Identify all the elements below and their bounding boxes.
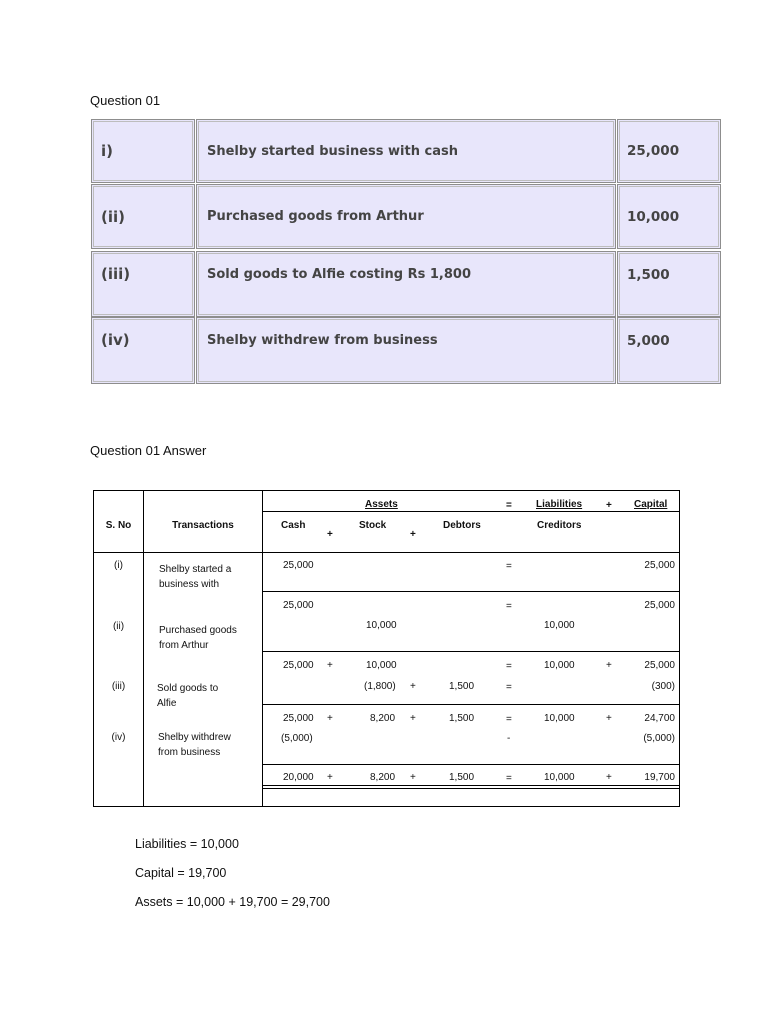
header-divider [262, 511, 679, 512]
plus-sign: + [410, 713, 416, 724]
creditors-value: 10,000 [544, 660, 575, 671]
cash-value: 25,000 [283, 560, 314, 571]
plus-sign: + [410, 772, 416, 783]
cash-value: (5,000) [281, 733, 313, 744]
question-amount: 10,000 [617, 184, 721, 249]
equals-sign: = [506, 601, 512, 612]
question-row [90, 117, 723, 183]
sno-cell: (i) [114, 560, 123, 571]
summary-liabilities: Liabilities = 10,000 [135, 837, 239, 851]
header-assets: Assets [365, 499, 398, 510]
question-number: (iii) [91, 251, 195, 317]
column-divider [143, 491, 144, 806]
header-sno: S. No [105, 520, 132, 531]
header-liabilities: Liabilities [536, 499, 583, 510]
answer-heading: Question 01 Answer [90, 443, 207, 458]
plus-sign: + [606, 772, 612, 783]
question-row [90, 184, 723, 250]
transaction-description: Shelby started a business with [159, 564, 232, 590]
question-text: Shelby started business with cash [196, 119, 616, 183]
question-text: Sold goods to Alfie costing Rs 1,800 [196, 251, 616, 317]
capital-value: 25,000 [644, 560, 675, 571]
question-amount: 25,000 [617, 119, 721, 183]
stock-value: 10,000 [366, 660, 397, 671]
question-number: i) [91, 119, 195, 183]
transaction-description: Purchased goods from Arthur [159, 625, 237, 651]
equals-sign: = [506, 661, 512, 672]
capital-value: 24,700 [644, 713, 675, 724]
total-stock: 8,200 [370, 772, 396, 783]
question-number: (iv) [91, 317, 195, 384]
total-top-line [262, 764, 679, 765]
plus-sign: + [410, 681, 416, 692]
sno-cell: (iv) [111, 732, 126, 743]
row-divider [262, 651, 679, 652]
equals-sign: = [506, 773, 512, 784]
plus-sign: + [327, 660, 333, 671]
plus-sign: + [606, 660, 612, 671]
creditors-value: 10,000 [544, 713, 575, 724]
debtors-value: 1,500 [449, 713, 475, 724]
transaction-description: Shelby withdrew from business [158, 732, 231, 758]
header-stock: Stock [359, 520, 387, 531]
question-row [90, 251, 723, 317]
header-cash: Cash [281, 520, 306, 531]
total-cash: 20,000 [283, 772, 314, 783]
summary-capital: Capital = 19,700 [135, 866, 227, 880]
cash-value: 25,000 [283, 600, 314, 611]
plus-sign: + [327, 772, 333, 783]
question-amount: 1,500 [617, 251, 721, 317]
row-divider [262, 704, 679, 705]
creditors-value: 10,000 [544, 620, 575, 631]
question-number: (ii) [91, 184, 195, 249]
header-bottom-line [94, 552, 679, 553]
stock-value: (1,800) [364, 681, 396, 692]
question-heading: Question 01 [90, 93, 161, 108]
capital-value: 25,000 [644, 660, 675, 671]
header-capital: Capital [634, 499, 668, 510]
total-debtors: 1,500 [449, 772, 475, 783]
capital-value: (300) [651, 681, 675, 692]
transaction-description: Sold goods to Alfie [157, 683, 219, 709]
equals-sign: = [506, 714, 512, 725]
total-creditors: 10,000 [544, 772, 575, 783]
total-double-line [262, 785, 679, 786]
summary-assets: Assets = 10,000 + 19,700 = 29,700 [135, 895, 330, 909]
column-divider [262, 491, 263, 806]
header-plus: + [606, 500, 612, 511]
sno-cell: (iii) [111, 681, 126, 692]
question-row [90, 317, 723, 385]
header-transactions: Transactions [172, 520, 234, 531]
question-text: Purchased goods from Arthur [196, 184, 616, 249]
plus-sign: + [606, 713, 612, 724]
plus-sign: + [327, 713, 333, 724]
cash-value: 25,000 [283, 713, 314, 724]
header-equals: = [506, 500, 512, 511]
total-capital: 19,700 [644, 772, 675, 783]
stock-value: 10,000 [366, 620, 397, 631]
row-divider [262, 591, 679, 592]
header-creditors: Creditors [537, 520, 582, 531]
sno-cell: (ii) [112, 621, 125, 632]
question-text: Shelby withdrew from business [196, 317, 616, 384]
capital-value: 25,000 [644, 600, 675, 611]
question-table [90, 117, 723, 385]
total-double-line [262, 788, 679, 789]
question-amount: 5,000 [617, 317, 721, 384]
cash-value: 25,000 [283, 660, 314, 671]
header-plus: + [327, 529, 333, 540]
minus-sign: - [507, 733, 511, 744]
debtors-value: 1,500 [449, 681, 475, 692]
header-debtors: Debtors [443, 520, 481, 531]
stock-value: 8,200 [370, 713, 396, 724]
header-plus: + [410, 529, 416, 540]
capital-value: (5,000) [643, 733, 675, 744]
equals-sign: = [506, 682, 512, 693]
equals-sign: = [506, 561, 512, 572]
answer-table [93, 490, 680, 807]
